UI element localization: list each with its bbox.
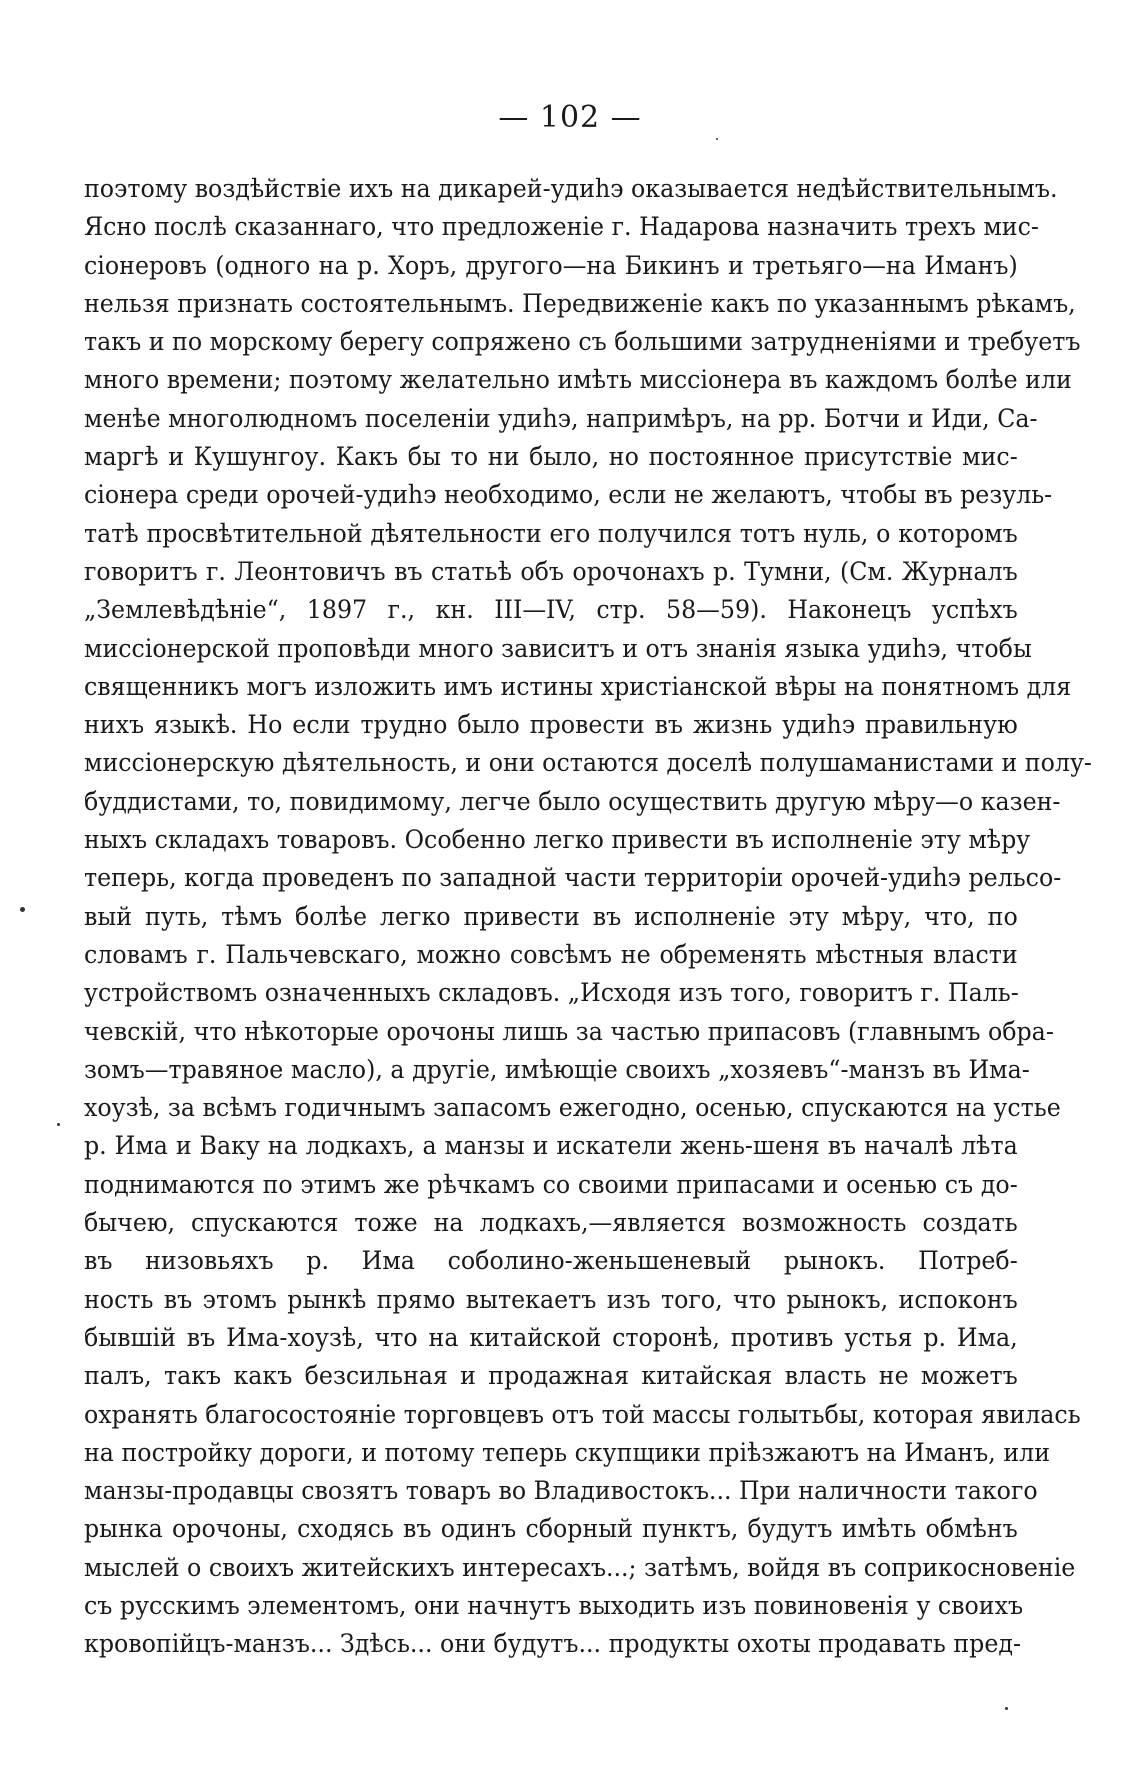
text-line: ныхъ складахъ товаровъ. Особенно легко привести въ исполненіе эту мѣру — [84, 825, 1031, 856]
text-line: „Землевѣдѣніе“, 1897 г., кн. III—IV, стр. 58—59). Наконецъ успѣхъ — [84, 595, 1018, 626]
text-line: миссіонерской проповѣди много зависитъ и отъ знанія языка удиһэ, чтобы — [84, 633, 1032, 664]
text-line: бычею, спускаются тоже на лодкахъ,—является возможность создать — [84, 1208, 1018, 1239]
text-line: такъ и по морскому берегу сопряжено съ большими затрудненіями и требуетъ — [84, 327, 1081, 358]
text-line: говоритъ г. Леонтовичъ въ статьѣ объ орочонахъ р. Тумни, (См. Журналъ — [84, 556, 1018, 587]
text-line: Ясно послѣ сказаннаго, что предложеніе г. Надарова назначить трехъ мис- — [84, 212, 1039, 243]
margin-speck — [716, 138, 718, 140]
text-line: вый путь, тѣмъ болѣе легко привести въ исполненіе эту мѣру, что, по — [84, 901, 1018, 932]
text-line: сіонеровъ (одного на р. Хоръ, другого—на Бикинъ и третьяго—на Иманъ) — [84, 250, 1018, 281]
text-line: р. Има и Ваку на лодкахъ, а манзы и искатели жень-шеня въ началѣ лѣта — [84, 1131, 1018, 1162]
text-line: устройствомъ означенныхъ складовъ. „Исходя изъ того, говоритъ г. Паль- — [84, 978, 1019, 1009]
text-line: на постройку дороги, и потому теперь скупщики пріѣзжаютъ на Иманъ, или — [84, 1437, 1051, 1468]
text-line: маргѣ и Кушунгоу. Какъ бы то ни было, но постоянное присутствіе мис- — [84, 442, 1018, 473]
text-line: буддистами, то, повидимому, легче было осуществить другую мѣру—о казен- — [84, 786, 1061, 817]
text-line: много времени; поэтому желательно имѣть миссіонера въ каждомъ болѣе или — [84, 365, 1072, 396]
text-line: теперь, когда проведенъ по западной части территоріи орочей-удиһэ рельсо- — [84, 863, 1062, 894]
text-line: нихъ языкѣ. Но если трудно было провести въ жизнь удиһэ правильную — [84, 710, 1018, 741]
text-line: поэтому воздѣйствіе ихъ на дикарей-удиһэ оказывается недѣйствительнымъ. — [84, 174, 1058, 204]
text-line: съ русскимъ элементомъ, они начнутъ выходить изъ повиновенія у своихъ — [84, 1590, 1024, 1621]
text-line: мыслей о своихъ житейскихъ интересахъ...; затѣмъ, войдя въ соприкосновеніе — [84, 1552, 1076, 1583]
text-line: ность въ этомъ рынкѣ прямо вытекаетъ изъ того, что рынокъ, испоконъ — [84, 1284, 1018, 1315]
text-line: палъ, такъ какъ безсильная и продажная китайская власть не можетъ — [84, 1361, 1018, 1392]
text-line: бывшій въ Има-хоузѣ, что на китайской сторонѣ, противъ устья р. Има, — [84, 1322, 1018, 1353]
text-line: нельзя признать состоятельнымъ. Передвиженіе какъ по указаннымъ рѣкамъ, — [84, 288, 1076, 319]
text-line: кровопійцъ-манзъ... Здѣсь... они будутъ... продукты охоты продавать пред- — [84, 1629, 1021, 1660]
margin-speck — [20, 907, 25, 912]
margin-speck — [57, 1123, 60, 1126]
body-text — [84, 170, 1092, 1664]
text-line: поднимаются по этимъ же рѣчкамъ со своими припасами и осенью съ до- — [84, 1169, 1018, 1200]
text-line: священникъ могъ изложить имъ истины христіанской вѣры на понятномъ для — [84, 671, 1072, 702]
text-line: чевскій, что нѣкоторые орочоны лишь за частью припасовъ (главнымъ обра- — [84, 1016, 1054, 1047]
text-line: сіонера среди орочей-удиһэ необходимо, если не желаютъ, чтобы въ резуль- — [84, 480, 1053, 511]
text-line: словамъ г. Пальчевскаго, можно совсѣмъ не обременять мѣстныя власти — [84, 939, 1018, 970]
text-line: миссіонерскую дѣятельность, и они остаются доселѣ полушаманистами и полу- — [84, 748, 1092, 779]
text-line: рынка орочоны, сходясь въ одинъ сборный пунктъ, будутъ имѣть обмѣнъ — [84, 1514, 1018, 1545]
margin-speck — [1005, 1707, 1008, 1710]
text-line: охранять благосостояніе торговцевъ отъ той массы голытьбы, которая явилась — [84, 1399, 1081, 1430]
text-line: въ низовьяхъ р. Има соболино-женьшеневый рынокъ. Потреб- — [84, 1246, 1018, 1277]
text-line: зомъ—травяное масло), а другіе, имѣющіе своихъ „хозяевъ“-манзъ въ Има- — [84, 1054, 1030, 1085]
text-line: хоузѣ, за всѣмъ годичнымъ запасомъ ежегодно, осенью, спускаются на устье — [84, 1093, 1061, 1124]
text-line: менѣе многолюдномъ поселеніи удиһэ, напримѣръ, на рр. Ботчи и Иди, Са- — [84, 403, 1038, 434]
text-line: татѣ просвѣтительной дѣятельности его получился тотъ нуль, о которомъ — [84, 518, 1018, 549]
page-number: — 102 — — [498, 100, 642, 135]
text-line: манзы-продавцы свозятъ товаръ во Владивостокъ... При наличности такого — [84, 1476, 1038, 1507]
